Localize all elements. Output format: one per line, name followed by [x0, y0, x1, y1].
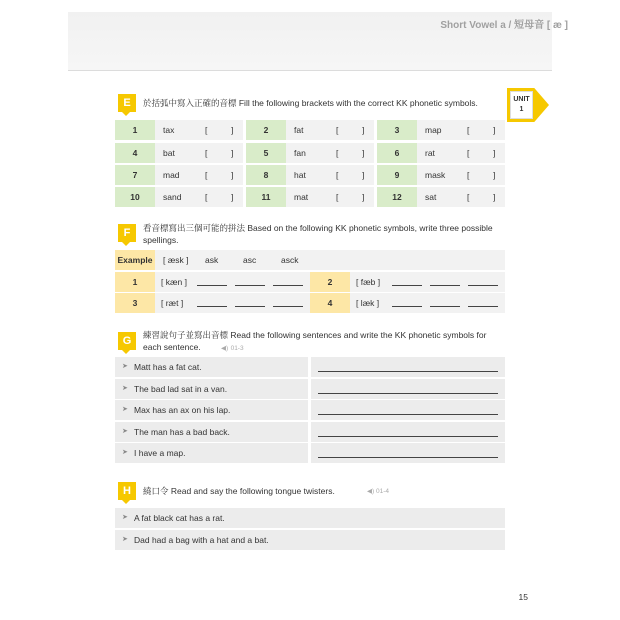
phonetic-item	[310, 293, 505, 313]
audio-track-g: 01-3	[230, 345, 244, 352]
bracket-close: ]	[231, 125, 234, 135]
header-title: Short Vowel a / 短母音 [ æ ]	[440, 20, 568, 31]
phonetic-answer-line	[318, 393, 498, 394]
phonetic-item	[115, 293, 310, 313]
item-number: 6	[377, 143, 417, 163]
column-divider	[308, 443, 311, 463]
spelling-blank-3	[468, 285, 498, 286]
section-e-badge: E	[118, 94, 136, 112]
bracket-open: [	[336, 148, 339, 158]
spelling-blank-2	[235, 285, 265, 286]
sentence-text: Matt has a fat cat.	[134, 362, 202, 372]
spelling-blank-3	[273, 306, 303, 307]
bracket-answer	[459, 165, 505, 185]
bracket-close: ]	[231, 192, 234, 202]
unit-box	[510, 91, 533, 119]
example-row	[115, 250, 505, 270]
bracket-answer	[328, 187, 374, 207]
section-f-badge: F	[118, 224, 136, 242]
arrow-icon: ➤	[122, 427, 128, 435]
phonetic-item	[310, 272, 505, 292]
sentence-row	[115, 443, 505, 463]
column-divider	[308, 400, 311, 420]
arrow-icon: ➤	[122, 384, 128, 392]
item-word: fat	[286, 120, 328, 140]
bracket-answer	[197, 120, 243, 140]
arrow-icon: ➤	[122, 363, 128, 370]
unit-label: UNIT	[513, 96, 530, 103]
bracket-close: ]	[493, 170, 496, 180]
item-word: mask	[417, 165, 459, 185]
section-h-audio	[367, 487, 389, 495]
speaker-icon[interactable]: ◀)	[367, 488, 375, 495]
arrow-icon: ➤	[122, 449, 128, 456]
bracket-open: [	[205, 192, 208, 202]
sentence-text: I have a map.	[134, 448, 186, 458]
spelling-blank-2	[430, 285, 460, 286]
section-g-instruction	[143, 329, 508, 355]
audio-track-h: 01-4	[375, 488, 389, 495]
twister-row	[115, 530, 505, 550]
arrow-icon: ➤	[122, 514, 128, 521]
sentence-text: Max has an ax on his lap.	[134, 405, 231, 415]
section-g-instruction-line2-text: each sentence.	[143, 342, 201, 352]
item-number: 2	[246, 120, 286, 140]
phonetic-answer-line	[318, 414, 498, 415]
bracket-answer	[328, 120, 374, 140]
item-word: hat	[286, 165, 328, 185]
twister-text: Dad had a bag with a hat and a bat.	[134, 534, 269, 545]
spelling-blank-1	[392, 306, 422, 307]
item-number: 4	[115, 143, 155, 163]
bracket-close: ]	[231, 148, 234, 158]
bracket-close: ]	[362, 125, 365, 135]
item-number: 1	[115, 120, 155, 140]
bracket-answer	[459, 143, 505, 163]
bracket-open: [	[336, 192, 339, 202]
item-number: 12	[377, 187, 417, 207]
item-number: 7	[115, 165, 155, 185]
header-divider	[68, 70, 552, 71]
section-f-instruction-line2: spellings.	[143, 235, 179, 245]
bracket-open: [	[467, 170, 470, 180]
page-number: 15	[518, 592, 528, 602]
arrow-icon: ➤	[122, 406, 128, 413]
sentence-row	[115, 379, 505, 399]
bracket-close: ]	[493, 125, 496, 135]
column-divider	[308, 422, 311, 442]
item-word: map	[417, 120, 459, 140]
section-g-badge: G	[118, 332, 136, 350]
bracket-close: ]	[231, 170, 234, 180]
spelling-blank-1	[392, 285, 422, 286]
item-number: 8	[246, 165, 286, 185]
bracket-answer	[197, 187, 243, 207]
bracket-open: [	[467, 125, 470, 135]
example-spelling-3: asck	[281, 255, 299, 265]
item-number: 10	[115, 187, 155, 207]
item-word: sat	[417, 187, 459, 207]
bracket-open: [	[205, 148, 208, 158]
spelling-blank-3	[468, 306, 498, 307]
item-number: 11	[246, 187, 286, 207]
section-h-instruction: 繞口令 Read and say the following tongue twisters.	[143, 486, 335, 496]
bracket-answer	[328, 143, 374, 163]
bracket-answer	[197, 143, 243, 163]
spelling-blank-3	[273, 285, 303, 286]
bracket-close: ]	[362, 148, 365, 158]
phonetic-item-number: 1	[115, 272, 155, 292]
spelling-blank-2	[235, 306, 265, 307]
example-spelling-2: asc	[243, 255, 257, 265]
section-f-instruction-line1: 看音標寫出三個可能的拼法 Based on the following KK phonetic symbols, write three possible	[143, 223, 493, 233]
item-word: fan	[286, 143, 328, 163]
item-word: tax	[155, 120, 197, 140]
phonetic-item-number: 2	[310, 272, 350, 292]
column-divider	[308, 357, 311, 377]
section-g-instruction-line2	[143, 341, 508, 355]
twister-text: A fat black cat has a rat.	[134, 513, 225, 523]
item-word: sand	[155, 187, 197, 207]
spelling-blank-2	[430, 306, 460, 307]
sentence-row	[115, 357, 505, 377]
sentence-row	[115, 422, 505, 442]
phonetic-item-number: 3	[115, 293, 155, 313]
item-number: 5	[246, 143, 286, 163]
phonetic-symbol: [ læk ]	[356, 298, 380, 308]
example-phonetic: [ æsk ]	[163, 255, 189, 265]
item-word: rat	[417, 143, 459, 163]
bracket-open: [	[467, 148, 470, 158]
item-word: bat	[155, 143, 197, 163]
bracket-open: [	[205, 125, 208, 135]
sentence-text: The bad lad sat in a van.	[134, 383, 228, 394]
bracket-answer	[197, 165, 243, 185]
bracket-open: [	[336, 125, 339, 135]
section-f-instruction	[143, 222, 508, 246]
phonetic-symbol: [ kæn ]	[161, 277, 187, 287]
item-word: mat	[286, 187, 328, 207]
bracket-open: [	[467, 192, 470, 202]
bracket-close: ]	[362, 192, 365, 202]
bracket-answer	[459, 187, 505, 207]
phonetic-symbol: [ fæb ]	[356, 277, 381, 287]
item-word: mad	[155, 165, 197, 185]
example-spelling-1: ask	[205, 255, 219, 265]
arrow-icon: ➤	[122, 535, 128, 543]
section-g-instruction-line1: 練習說句子並寫出音標 Read the following sentences and write the KK phonetic symbols for	[143, 330, 487, 340]
bracket-close: ]	[362, 170, 365, 180]
twister-row	[115, 508, 505, 528]
bracket-answer	[459, 120, 505, 140]
bracket-close: ]	[493, 192, 496, 202]
bracket-open: [	[336, 170, 339, 180]
phonetic-answer-line	[318, 436, 498, 437]
section-e-instruction: 於括弧中寫入正確的音標 Fill the following brackets with the correct KK phonetic symbols.	[143, 98, 478, 108]
speaker-icon[interactable]: ◀)	[221, 345, 229, 352]
phonetic-item-number: 4	[310, 293, 350, 313]
unit-number: 1	[519, 106, 524, 113]
phonetic-symbol: [ ræt ]	[161, 298, 184, 308]
item-number: 3	[377, 120, 417, 140]
section-h-badge: H	[118, 482, 136, 500]
phonetic-answer-line	[318, 457, 498, 458]
bracket-answer	[328, 165, 374, 185]
item-number: 9	[377, 165, 417, 185]
spelling-blank-1	[197, 306, 227, 307]
sentence-row	[115, 400, 505, 420]
bracket-open: [	[205, 170, 208, 180]
sentence-text: The man has a bad back.	[134, 426, 230, 437]
phonetic-item	[115, 272, 310, 292]
phonetic-answer-line	[318, 371, 498, 372]
bracket-close: ]	[493, 148, 496, 158]
example-label: Example	[115, 250, 155, 270]
spelling-blank-1	[197, 285, 227, 286]
column-divider	[308, 379, 311, 399]
